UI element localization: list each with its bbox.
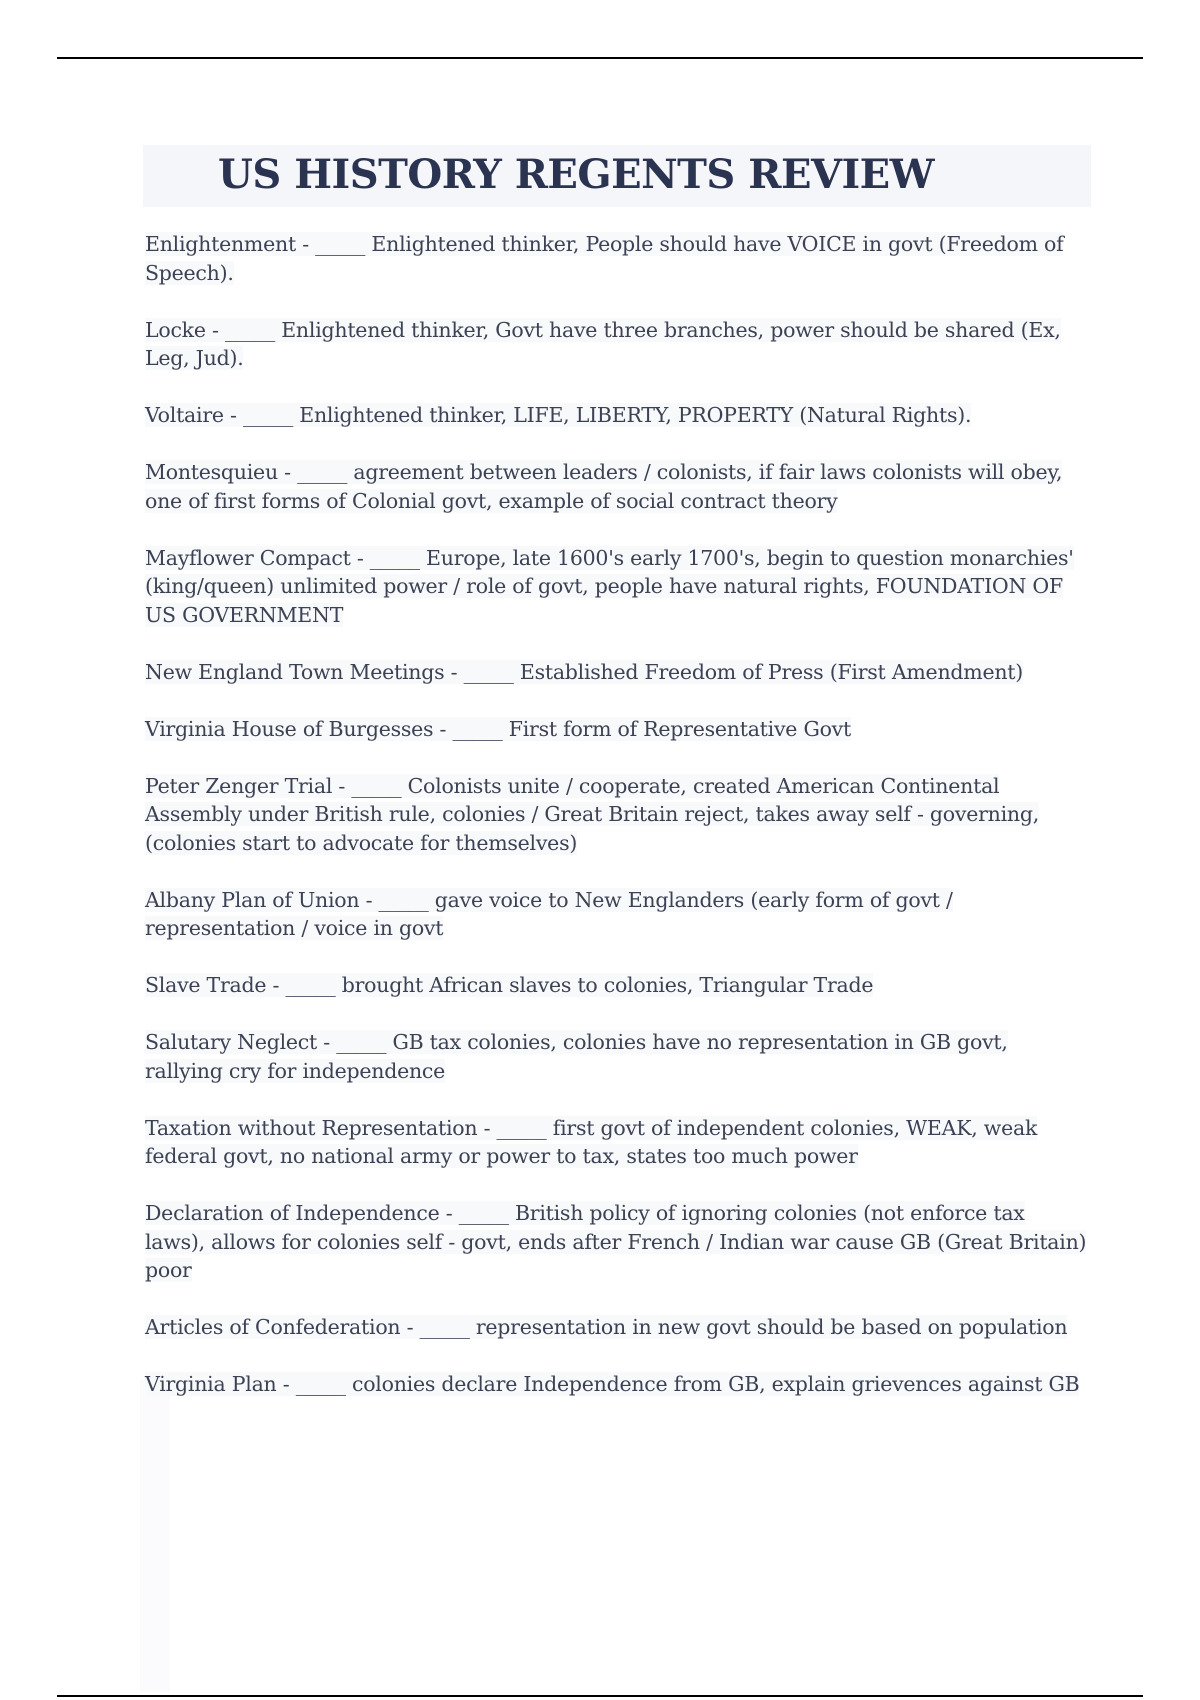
flashcard-list — [145, 230, 1090, 1427]
flashcard-text: Virginia House of Burgesses - _____ First form of Representative Govt — [145, 716, 851, 741]
flashcard-item — [145, 316, 1090, 373]
flashcard-item — [145, 658, 1090, 687]
flashcard-text: Voltaire - _____ Enlightened thinker, LIFE, LIBERTY, PROPERTY (Natural Rights). — [145, 403, 972, 427]
flashcard-item — [145, 886, 1090, 943]
flashcard-text: Peter Zenger Trial - _____ Colonists unite / cooperate, created American Continental Assembly under British rule, colonies / Great Britain reject, takes away self - governing, (colonies start to advocate for themselves) — [145, 773, 1040, 855]
flashcard-text: Articles of Confederation - _____ representation in new govt should be based on population — [145, 1315, 1068, 1339]
flashcard-item — [145, 971, 1090, 1000]
flashcard-item — [145, 1114, 1090, 1171]
flashcard-text: Enlightenment - _____ Enlightened thinker, People should have VOICE in govt (Freedom of Speech). — [145, 232, 1064, 285]
flashcard-item — [145, 401, 1090, 430]
flashcard-text: Locke - _____ Enlightened thinker, Govt have three branches, power should be shared (Ex, Leg, Jud). — [145, 317, 1061, 370]
flashcard-item — [145, 1370, 1090, 1399]
flashcard-item — [145, 1199, 1090, 1285]
flashcard-item — [145, 458, 1090, 515]
flashcard-text: Albany Plan of Union - _____ gave voice to New Englanders (early form of govt / representation / voice in govt — [145, 887, 953, 940]
bottom-rule — [57, 1695, 1143, 1697]
flashcard-text: Declaration of Independence - _____ British policy of ignoring colonies (not enforce tax laws), allows for colonies self - govt, ends after French / Indian war cause GB (Great Britain) poor — [145, 1201, 1087, 1282]
flashcard-text: Taxation without Representation - _____ first govt of independent colonies, WEAK, weak federal govt, no national army or power to tax, states too much power — [145, 1115, 1038, 1168]
flashcard-text: Virginia Plan - _____ colonies declare Independence from GB, explain grievences against GB — [145, 1372, 1080, 1396]
flashcard-item — [145, 1028, 1090, 1085]
flashcard-item — [145, 1313, 1090, 1342]
flashcard-item — [145, 230, 1090, 287]
flashcard-item — [145, 715, 1090, 744]
flashcard-text: Mayflower Compact - _____ Europe, late 1600's early 1700's, begin to question monarchies' (king/queen) unlimited power / role of govt, people have natural rights, FOUNDATION OF US GOVERNMENT — [145, 545, 1074, 627]
flashcard-item — [145, 544, 1090, 630]
top-rule — [57, 57, 1143, 59]
page-title: US HISTORY REGENTS REVIEW — [218, 151, 935, 198]
flashcard-text: Montesquieu - _____ agreement between leaders / colonists, if fair laws colonists will obey, one of first forms of Colonial govt, example of social contract theory — [145, 460, 1063, 513]
flashcard-text: Slave Trade - _____ brought African slaves to colonies, Triangular Trade — [145, 973, 874, 997]
flashcard-text: New England Town Meetings - _____ Established Freedom of Press (First Amendment) — [145, 659, 1024, 684]
flashcard-item — [145, 772, 1090, 858]
flashcard-text: Salutary Neglect - _____ GB tax colonies, colonies have no representation in GB govt, rallying cry for independence — [145, 1030, 1008, 1083]
